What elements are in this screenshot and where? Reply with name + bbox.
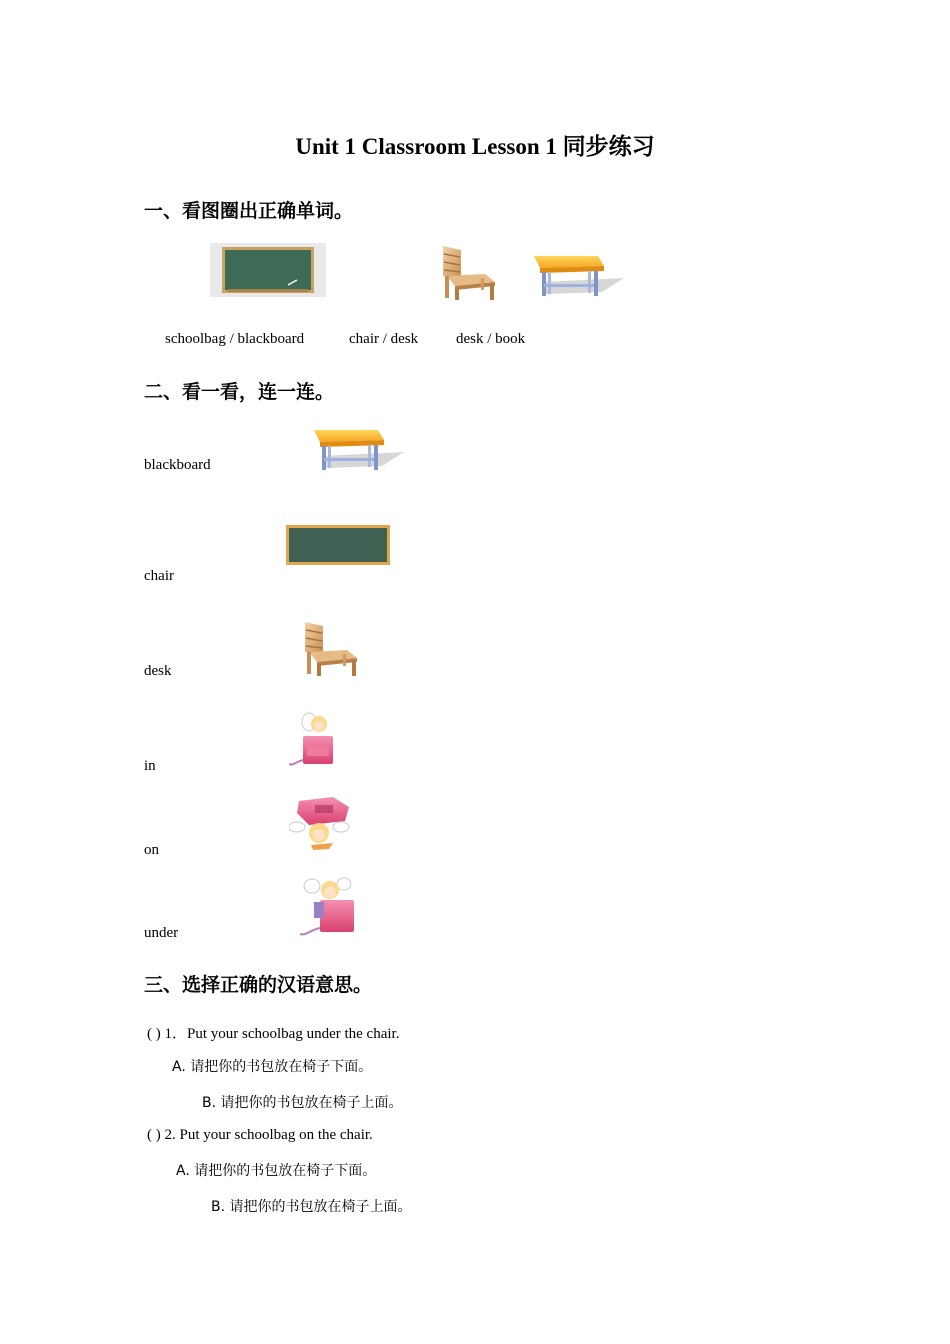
match-desk-image (312, 426, 404, 472)
page-title: Unit 1 Classroom Lesson 1 同步练习 (295, 134, 655, 159)
part2-heading: 二、看一看，连一连。 (144, 381, 335, 403)
question-2-option-b: B. 请把你的书包放在椅子上面。 (211, 1199, 412, 1215)
match-word-blackboard: blackboard (144, 457, 211, 473)
part1-blackboard-image (210, 243, 326, 297)
match-angel-behind-schoolbag-image (300, 876, 358, 938)
part3-heading: 三、选择正确的汉语意思。 (144, 974, 373, 996)
match-angel-under-schoolbag-image (289, 795, 353, 851)
question-1-option-a: A. 请把你的书包放在椅子下面。 (172, 1059, 373, 1075)
part1-desk-image (532, 252, 624, 298)
match-word-on: on (144, 842, 159, 858)
part1-option-3: desk / book (456, 331, 526, 347)
match-word-desk: desk (144, 663, 172, 679)
question-1-stem: ( ) 1．Put your schoolbag under the chair. (147, 1026, 400, 1042)
part1-chair-image (437, 244, 499, 300)
match-blackboard-image (286, 525, 390, 565)
part1-option-1: schoolbag / blackboard (165, 331, 305, 347)
question-1-option-b: B. 请把你的书包放在椅子上面。 (202, 1095, 403, 1111)
part1-heading: 一、看图圈出正确单词。 (144, 200, 354, 222)
question-2-stem: ( ) 2. Put your schoolbag on the chair. (147, 1127, 373, 1143)
match-word-chair: chair (144, 568, 174, 584)
match-chair-image (299, 620, 361, 676)
match-word-under: under (144, 925, 179, 941)
match-word-in: in (144, 758, 156, 774)
match-angel-in-schoolbag-image (289, 710, 339, 770)
question-2-option-a: A. 请把你的书包放在椅子下面。 (176, 1163, 377, 1179)
part1-option-2: chair / desk (349, 331, 419, 347)
